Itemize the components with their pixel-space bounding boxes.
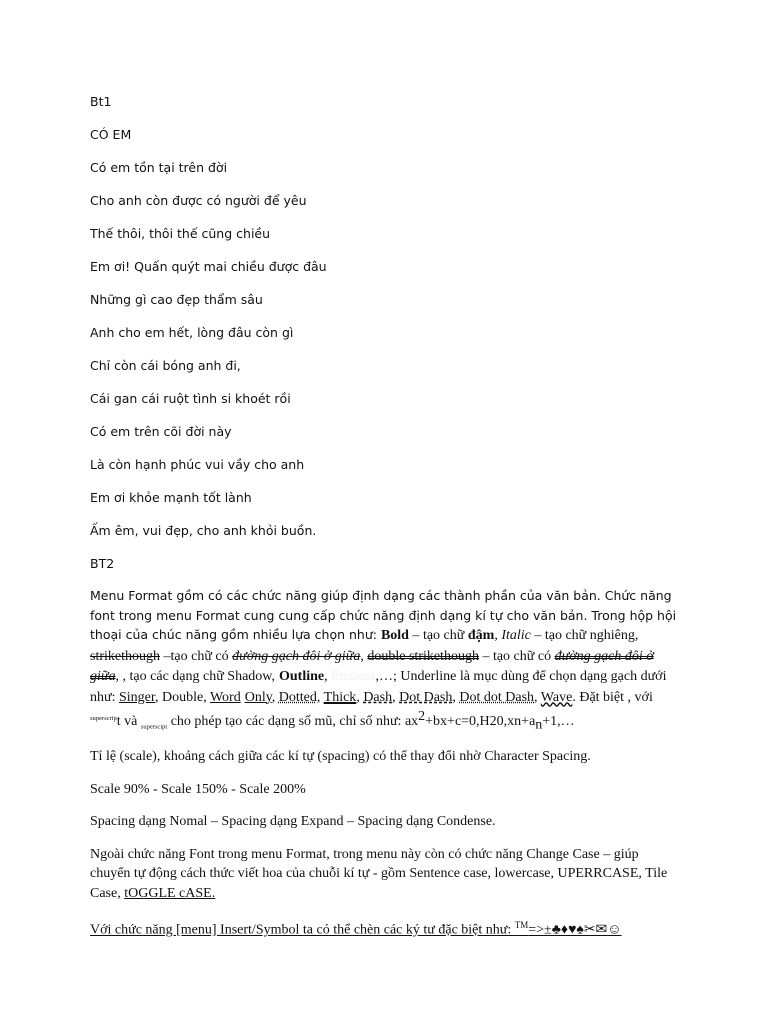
bold-sample: Bold xyxy=(380,628,409,643)
exercise-heading: BT2 xyxy=(90,556,115,571)
scale-paragraph: Tỉ lệ (scale), khoảng cách giữa các kí tự (spacing) có thể thay đổi nhờ Character Spacing. xyxy=(90,749,591,765)
poem-section xyxy=(90,94,680,572)
trademark-symbol: TM xyxy=(514,920,529,931)
exercise-heading: Bt1 xyxy=(90,94,112,109)
document-page xyxy=(90,94,680,940)
emboss-sample: Emboss xyxy=(331,669,376,684)
format-paragraph: Menu Format gồm có các chức năng giúp định dạng các thành phần của văn bản. Chức năng font trong menu Format cung cung cấp chức năng định dạng kí tự cho văn bản. Trong hộp hội thoại của chúc năng gồm nhiều lựa chọn như: Bold – tạo chữ đậm, Italic – tạo chữ nghiêng, strikethough –tạo chữ có đường gạch đôi ở giữa, double strikethough – tạo chữ có đường gạch đôi ở giữa, , tạo các dạng chữ Shadow, Outline, Emboss,…; Underline là mục dùng để chọn dạng gạch dưới như: Singer, Double, Word Only, Dotted, Thick, Dash, Dot Dash, Dot dot Dash, Wave. Đặt biệt , với $^{superscrip}$t và $_{superscipt}$ cho phép tạo các dạng số mũ, chỉ số như: $ax^2+bx+c=0,H20,xn+a_n+1,\dots$ xyxy=(90,588,677,733)
poem-line: Có em tồn tại trên đời xyxy=(90,160,228,175)
poem-line: Thế thôi, thôi thế cũng chiều xyxy=(90,226,271,241)
poem-line: Anh cho em hết, lòng đâu còn gì xyxy=(90,325,294,340)
dotted-underline-sample: Dotted xyxy=(278,689,317,705)
superscript-sample: superscrip xyxy=(90,715,117,722)
toggle-case-sample: tOGGLE cASE. xyxy=(124,885,216,901)
poem-line: Chỉ còn cái bóng anh đi, xyxy=(90,358,241,373)
poem-line: Có em trên cõi đời này xyxy=(90,424,232,439)
scale-values: Scale 90% - Scale 150% - Scale 200% xyxy=(90,781,306,797)
bold-vi-sample: đậm xyxy=(467,628,495,643)
poem-line: Em ơi! Quấn quýt mai chiều được đâu xyxy=(90,259,327,274)
serif-section xyxy=(90,747,680,940)
double-strikethrough-vi-sample: đường gạch đôi ở giữa xyxy=(90,648,654,684)
symbol-paragraph: Với chức năng [menu] Insert/Symbol ta có thể chèn các ký tư đặc biệt như: ™=>±♣♦♥♠✂✉☺ xyxy=(90,920,622,938)
index-sample: n xyxy=(535,717,543,733)
poem-line: Cái gan cái ruột tình si khoét rồi xyxy=(90,391,291,406)
poem-line: Những gì cao đẹp thẩm sâu xyxy=(90,292,263,307)
word-only-sample: Only xyxy=(244,689,272,705)
dot-dash-underline-sample: Dot Dash xyxy=(399,689,453,705)
outline-sample: Outline xyxy=(278,669,325,684)
strikethrough-sample: strikethough xyxy=(90,648,160,664)
double-strikethrough-sample: double strikethough xyxy=(367,648,479,664)
single-underline-sample: Singer xyxy=(118,689,155,705)
poem-line: Cho anh còn được có người để yêu xyxy=(90,193,307,208)
poem-line: Em ơi khỏe mạnh tốt lành xyxy=(90,490,252,505)
strikethrough-vi-sample: đường gạch đôi ở giữa xyxy=(232,648,361,664)
subscript-sample: superscipt xyxy=(140,723,168,731)
change-case-paragraph: Ngoài chức năng Font trong menu Format, trong menu này còn có chức năng Change Case – giúp chuyển tự động cách thức viết hoa của chuỗi kí tự - gồm Sentence case, lowercase, UPERRCASE, Tile Case, tOGGLE cASE. xyxy=(90,846,668,901)
spacing-paragraph: Spacing dạng Nomal – Spacing dạng Expand – Spacing dạng Condense. xyxy=(90,814,496,830)
exponent-sample: 2 xyxy=(418,709,426,724)
poem-line: Ấm êm, vui đẹp, cho anh khỏi buồn. xyxy=(90,523,317,538)
poem-title: CÓ EM xyxy=(90,127,132,142)
dash-underline-sample: Dash xyxy=(363,689,393,705)
dot-dot-dash-underline-sample: Dot dot Dash xyxy=(459,689,535,705)
wave-underline-sample: Wave xyxy=(540,689,573,705)
italic-sample: Italic xyxy=(501,628,531,643)
word-underline-sample: Word xyxy=(209,689,241,705)
poem-line: Là còn hạnh phúc vui vầy cho anh xyxy=(90,457,305,472)
thick-underline-sample: Thick xyxy=(323,689,357,705)
special-symbols: =>±♣♦♥♠✂✉☺ xyxy=(528,922,622,938)
